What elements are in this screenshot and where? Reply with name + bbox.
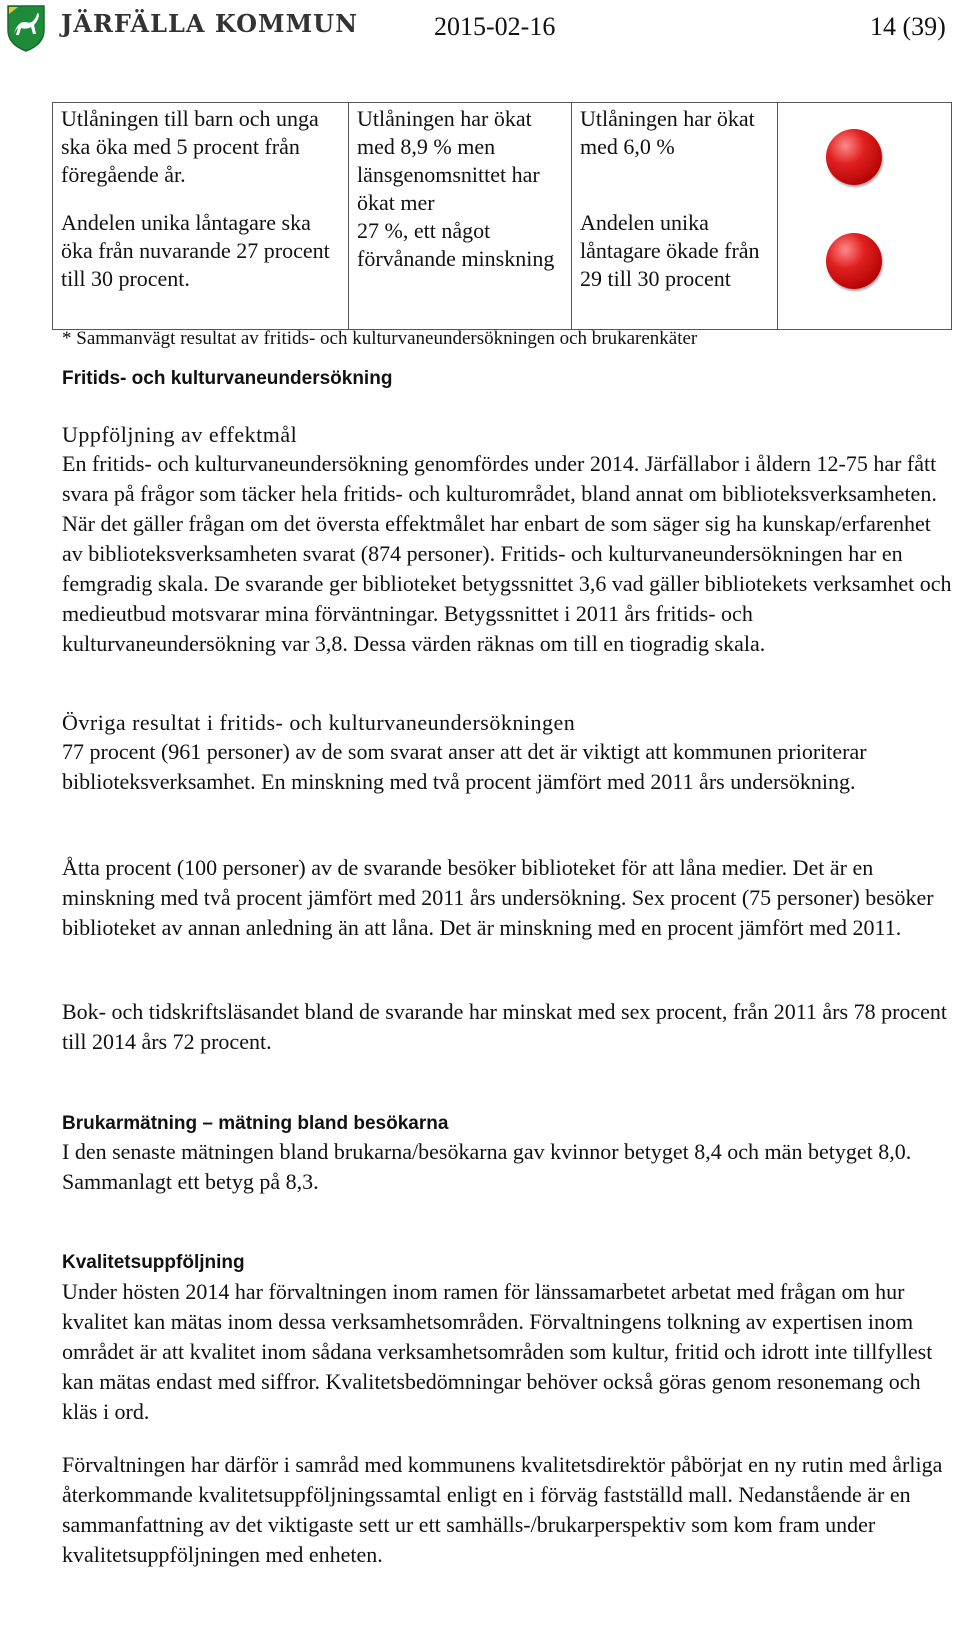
- result-text: 27 %, ett något förvånande minskning: [357, 218, 555, 271]
- subheading: Övriga resultat i fritids- och kulturvaneundersökningen: [62, 710, 576, 735]
- section-heading: Fritids- och kulturvaneundersökning: [62, 368, 393, 389]
- paragraph: 77 procent (961 personer) av de som svarat anser att det är viktigt att kommunen prioriterar biblioteksverksamhet. En minskning med två procent jämfört med 2011 års undersökning.: [62, 739, 867, 794]
- page-number: 14 (39): [870, 12, 946, 41]
- municipality-logo: [6, 4, 46, 52]
- organization-name: JÄRFÄLLA KOMMUN: [61, 9, 359, 38]
- result-cell: [349, 103, 572, 330]
- section-heading: Brukarmätning – mätning bland besökarna: [62, 1113, 449, 1134]
- goal-cell: [53, 103, 349, 330]
- table-footnote: * Sammanvägt resultat av fritids- och kulturvaneundersökningen och brukarenkäter: [62, 328, 698, 349]
- paragraph: Förvaltningen har därför i samråd med kommunens kvalitetsdirektör påbörjat en ny rutin med årliga återkommande kvalitetsuppföljningssamtal enligt en i förväg fastställd mall. Nedanstående är en sammanfattning av det viktigaste sett ur ett samhälls-/brukarperspektiv som kom fram under kvalitetsuppföljningen med enheten.: [62, 1452, 943, 1567]
- red-status-indicator: [826, 233, 882, 289]
- paragraph: En fritids- och kulturvaneundersökning genomfördes under 2014. Järfällabor i åldern 12-75 har fått svara på frågor som täcker hela fritids- och kulturområdet, bland annat om biblioteksverksamheten. När det gäller frågan om det översta effektmålet har enbart de som säger sig ha kunskap/erfarenhet av biblioteksverksamheten svarat (874 personer). Fritids- och kulturvaneundersökningen har en femgradig skala. De svarande ger biblioteket betygssnittet 3,6 vad gäller bibliotekets verksamhet och medieutbud motsvarar mina förväntningar. Betygssnittet i 2011 års fritids- och kulturvaneundersökning var 3,8. Dessa värden räknas om till en tiogradig skala.: [62, 451, 952, 656]
- goals-results-table: [52, 102, 952, 330]
- result-cell: [572, 103, 778, 330]
- subheading: Uppföljning av effektmål: [62, 422, 298, 447]
- goal-text: Utlåningen till barn och unga ska öka med 5 procent från föregående år.: [61, 106, 319, 187]
- result-text: Utlåningen har ökat med 8,9 % men länsgenomsnittet har ökat mer: [357, 106, 540, 215]
- section-heading: Kvalitetsuppföljning: [62, 1252, 245, 1273]
- paragraph: I den senaste mätningen bland brukarna/besökarna gav kvinnor betyget 8,4 och män betyget 8,0. Sammanlagt ett betyg på 8,3.: [62, 1139, 912, 1194]
- document-date: 2015-02-16: [434, 12, 556, 41]
- paragraph: Åtta procent (100 personer) av de svarande besöker biblioteket för att låna medier. Det är en minskning med två procent jämfört med 2011 års undersökning. Sex procent (75 personer) besöker biblioteket av annan anledning än att låna. Det är minskning med en procent jämfört med 2011.: [62, 855, 934, 940]
- page-header: [0, 0, 960, 56]
- result-text: Utlåningen har ökat med 6,0 %: [580, 106, 755, 159]
- red-status-indicator: [826, 129, 882, 185]
- paragraph: Bok- och tidskriftsläsandet bland de svarande har minskat med sex procent, från 2011 års 78 procent till 2014 års 72 procent.: [62, 999, 948, 1054]
- goal-text: Andelen unika låntagare ska öka från nuvarande 27 procent till 30 procent.: [61, 210, 330, 291]
- result-text: Andelen unika låntagare ökade från 29 till 30 procent: [580, 210, 760, 291]
- paragraph: Under hösten 2014 har förvaltningen inom ramen för länssamarbetet arbetat med frågan om hur kvalitet kan mätas inom dessa verksamhetsområden. Förvaltningens tolkning av expertisen inom området är att kvalitet inom sådana verksamhetsområden som kultur, fritid och idrott inte tillfyllest kan mätas endast med siffror. Kvalitetsbedömningar behöver också göras genom resonemang och kläs i ord.: [62, 1279, 933, 1424]
- status-cell: [778, 103, 952, 330]
